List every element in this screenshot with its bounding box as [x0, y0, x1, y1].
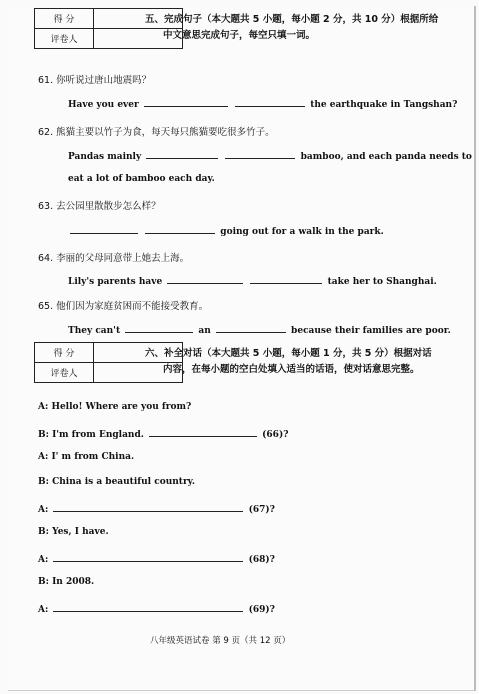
score-label: 得 分 — [35, 9, 94, 29]
dialog-line-9 — [38, 602, 275, 615]
dialog-line-2-text: B: I'm from England. — [38, 430, 144, 440]
grader-label: 评卷人 — [35, 29, 94, 49]
section5-line1: 五、完成句子（本大题共 5 小题，每小题 2 分，共 10 分）根据所给 — [145, 14, 439, 25]
q61-post: the earthquake in Tangshan? — [310, 100, 458, 110]
q61-pre: Have you ever — [68, 100, 139, 110]
q65-mid: an — [198, 326, 211, 336]
blank-68-number: (68)? — [248, 555, 275, 565]
section6-instructions — [145, 346, 432, 378]
q63-sentence — [68, 224, 384, 237]
dialog-line-7-speaker: A: — [38, 555, 49, 565]
dialog-line-5-speaker: A: — [38, 505, 49, 515]
dialog-line-5 — [38, 502, 275, 515]
section5-line2: 中文意思完成句子，每空只填一词。 — [163, 30, 316, 41]
page-footer: 八年级英语试卷 第 9 页（共 12 页） — [150, 636, 291, 646]
q61-blank-2[interactable] — [235, 97, 305, 107]
q61-blank-1[interactable] — [144, 97, 228, 107]
dialog-line-7 — [38, 552, 275, 565]
blank-68[interactable] — [53, 552, 243, 562]
dialog-line-4: B: China is a beautiful country. — [38, 477, 196, 487]
blank-69[interactable] — [53, 602, 243, 612]
section6-line1: 六、补全对话（本大题共 5 小题，每小题 1 分，共 5 分）根据对话 — [145, 348, 432, 359]
section6-line2: 内容，在每小题的空白处填入适当的话语，使对话意思完整。 — [163, 364, 420, 375]
blank-69-number: (69)? — [248, 605, 275, 615]
q64-blank-1[interactable] — [167, 274, 243, 284]
q65-sentence — [68, 323, 451, 336]
grader-label: 评卷人 — [35, 363, 94, 383]
q62-pre: Pandas mainly — [68, 152, 142, 162]
q62-post: bamboo, and each panda needs to — [300, 152, 472, 162]
q64-sentence — [68, 274, 437, 287]
q63-chinese: 63. 去公园里散散步怎么样？ — [38, 201, 161, 212]
q64-blank-2[interactable] — [250, 274, 322, 284]
q63-blank-1[interactable] — [70, 224, 138, 234]
blank-67-number: (67)? — [248, 505, 275, 515]
dialog-line-2 — [38, 427, 288, 440]
q62-blank-1[interactable] — [146, 149, 218, 159]
blank-67[interactable] — [53, 502, 243, 512]
dialog-line-9-speaker: A: — [38, 605, 49, 615]
q65-pre: They can't — [68, 326, 121, 336]
q65-post: because their families are poor. — [291, 326, 451, 336]
dialog-line-3: A: I' m from China. — [38, 452, 135, 462]
q64-pre: Lily's parents have — [68, 277, 163, 287]
dialog-line-1: A: Hello! Where are you from? — [38, 402, 192, 412]
q62-sentence — [68, 149, 472, 162]
q65-chinese: 65. 他们因为家庭贫困而不能接受教育。 — [38, 301, 209, 312]
blank-66[interactable] — [149, 427, 257, 437]
q63-blank-2[interactable] — [145, 224, 215, 234]
blank-66-number: (66)? — [262, 430, 289, 440]
q63-post: going out for a walk in the park. — [220, 227, 384, 237]
q61-sentence — [68, 97, 457, 110]
q61-chinese: 61. 你听说过唐山地震吗？ — [38, 75, 152, 86]
q64-chinese: 64. 李丽的父母同意带上她去上海。 — [38, 253, 190, 264]
q64-post: take her to Shanghai. — [327, 277, 437, 287]
q65-blank-2[interactable] — [216, 323, 286, 333]
dialog-line-6: B: Yes, I have. — [38, 527, 109, 537]
score-label: 得 分 — [35, 343, 94, 363]
q62-line2: eat a lot of bamboo each day. — [68, 174, 215, 184]
q62-blank-2[interactable] — [225, 149, 295, 159]
dialog-line-8: B: In 2008. — [38, 577, 95, 587]
q62-chinese: 62. 熊猫主要以竹子为食，每天每只熊猫要吃很多竹子。 — [38, 127, 275, 138]
q65-blank-1[interactable] — [125, 323, 193, 333]
section5-instructions — [145, 12, 438, 44]
exam-page — [8, 6, 476, 691]
